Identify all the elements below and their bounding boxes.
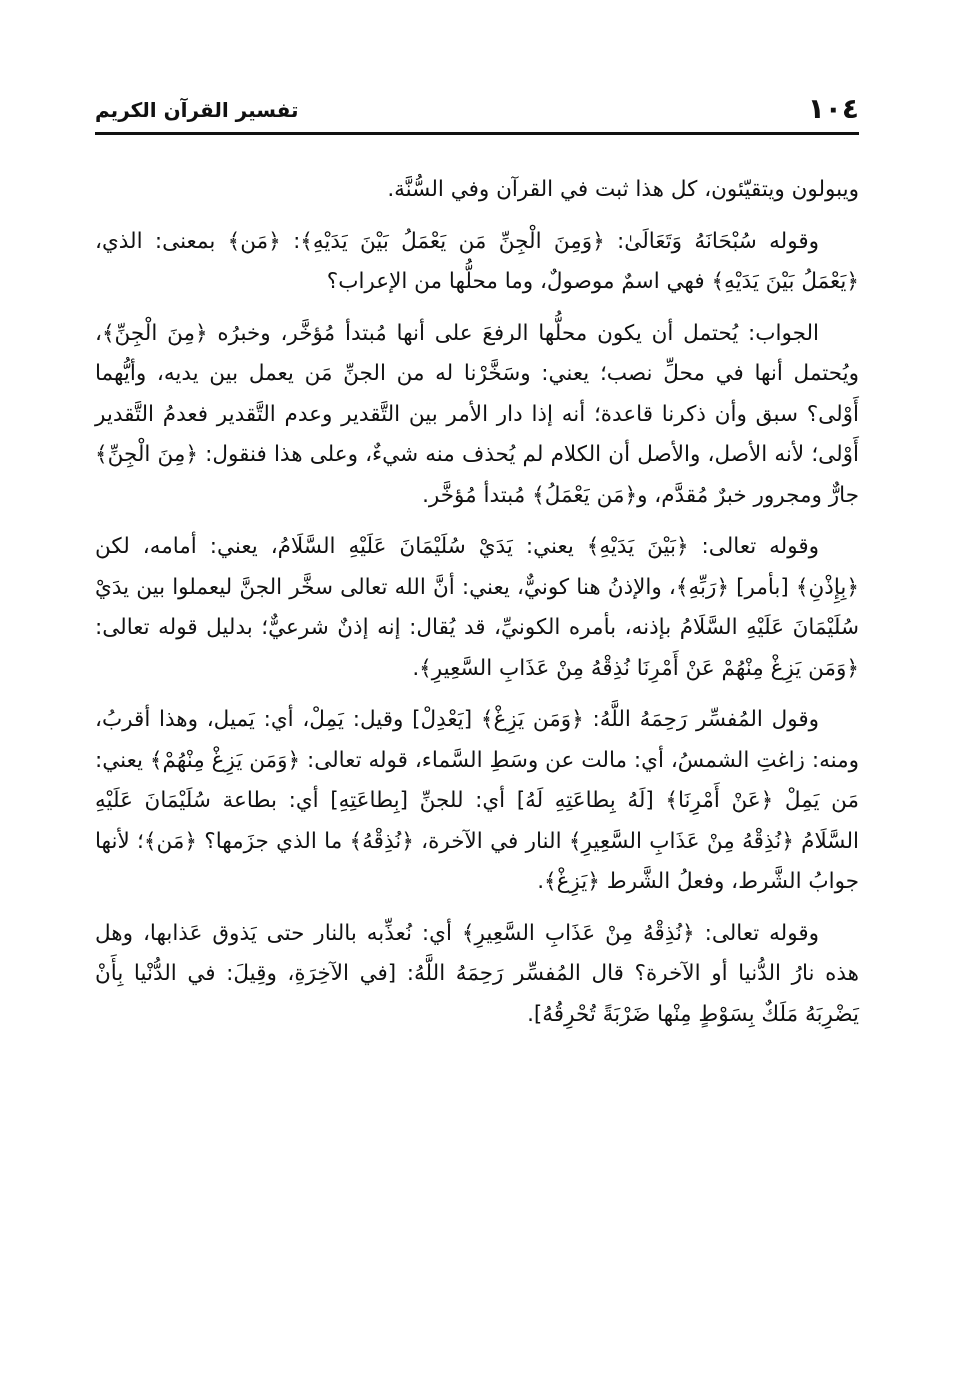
paragraph: وقوله تعالى: ﴿نُذِقْهُ مِنْ عَذَابِ السَّعِيرِ﴾ أي: نُعذِّبه بالنار حتى يَذوق عَذابها، وهل هذه نارُ الدُّنيا أو الآخرة؟ قال المُفسِّر رَحِمَهُ اللَّهُ: [في الآخِرَةِ، وقِيلَ: في الدُّنْيا بِأَنْ يَضْرِبَهُ مَلَكٌ بِسَوْطٍ مِنْها ضَرْبَةً تُحْرِقُهُ]. — [95, 920, 859, 1027]
paragraph: وقوله سُبْحَانَهُ وَتَعَالَىٰ: ﴿وَمِنَ الْجِنِّ مَن يَعْمَلُ بَيْنَ يَدَيْهِ﴾: ﴿مَن﴾ بمعنى: الذي، ﴿يَعْمَلُ بَيْنَ يَدَيْهِ﴾ فهي اسمٌ موصولٌ، وما محلُّها من الإعراب؟ — [95, 228, 859, 294]
page-header — [95, 92, 859, 135]
page-number: ١٠٤ — [807, 92, 859, 125]
paragraph: ويبولون ويتقيّئون، كل هذا ثبت في القرآن وفي السُّنَّة. — [387, 177, 859, 202]
running-title: تفسير القرآن الكريم — [95, 98, 299, 122]
paragraph: الجواب: يُحتمل أن يكون محلُّها الرفعَ على أنها مُبتدأ مُؤخَّر، وخبرُه ﴿مِنَ الْجِنِّ﴾، ويُحتمل أنها في محلِّ نصب؛ يعني: وسَخَّرْنا له من الجنِّ مَن يعمل بين يديه، وأيُّهما أَوْلى؟ سبق وأن ذكرنا قاعدة؛ أنه إذا دار الأمر بين التَّقدير وعدم التَّقدير فعدمُ التَّقدير أَوْلى؛ لأنه الأصل، والأصل أن الكلام لم يُحذف منه شيءٌ، وعلى هذا فنقول: ﴿مِنَ الْجِنِّ﴾ جارٌّ ومجرور خبرٌ مُقدَّم، و﴿مَن يَعْمَلُ﴾ مُبتدأ مُؤخَّر. — [95, 320, 859, 508]
paragraph: وقول المُفسِّر رَحِمَهُ اللَّهُ: ﴿وَمَن يَزِغْ﴾ [يَعْدِلْ] وقيل: يَمِلْ، أي: يَميل، وهذا أقربُ، ومنه: زاغتِ الشمسُ، أي: مالت عن وسَطِ السَّماء، قوله تعالى: ﴿وَمَن يَزِغْ مِنْهُمْ﴾ يعني: مَن يَمِلْ ﴿عَنْ أَمْرِنَا﴾ [لَهُ بِطاعَتِهِ لَهُ] أي: للجنِّ [بِطاعَتِهِ] أي: بطاعة سُلَيْمَانَ عَلَيْهِ السَّلَامُ ﴿نُذِقْهُ مِنْ عَذَابِ السَّعِيرِ﴾ النار في الآخرة، ﴿نُذِقْهُ﴾ ما الذي جزَمها؟ ﴿مَن﴾؛ لأنها جوابُ الشَّرط، وفعلُ الشَّرط ﴿يَزِغْ﴾. — [95, 707, 859, 894]
paragraph: وقوله تعالى: ﴿بَيْنَ يَدَيْهِ﴾ يعني: يَدَيْ سُلَيْمَانَ عَلَيْهِ السَّلَامُ، يعني: أمامه، لكن ﴿بِإِذْنِ﴾ [بأمر] ﴿رَبِّهِ﴾، والإذنُ هنا كونيٌّ، يعني: أنَّ الله تعالى سخَّر الجنَّ ليعملوا بين يدَيْ سُلَيْمَانَ عَلَيْهِ السَّلَامُ بإذنه، بأمره الكونيِّ، قد يُقال: إنه إذنٌ شرعيٌّ؛ بدليل قوله تعالى: ﴿وَمَن يَزِغْ مِنْهُمْ عَنْ أَمْرِنَا نُذِقْهُ مِنْ عَذَابِ السَّعِيرِ﴾. — [95, 534, 859, 681]
body-text — [95, 170, 859, 1046]
